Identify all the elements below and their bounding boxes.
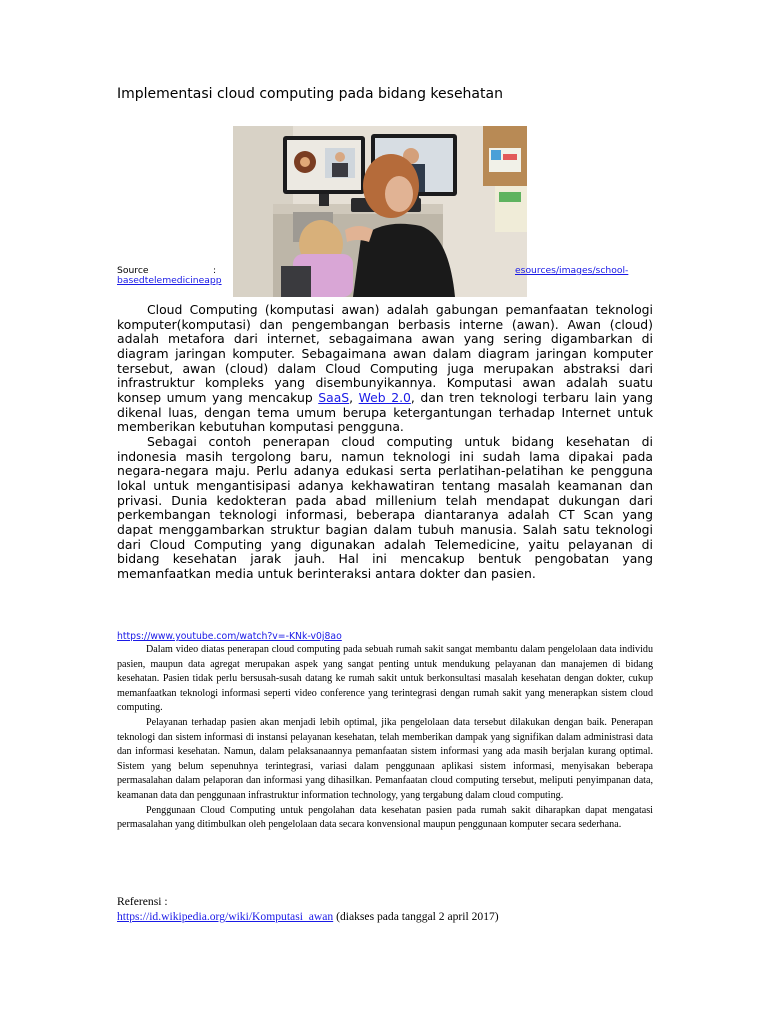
references-label: Referensi : — [117, 895, 168, 908]
document-title: Implementasi cloud computing pada bidang kesehatan — [117, 86, 503, 102]
references-section — [117, 894, 653, 924]
video-discussion-text — [117, 643, 653, 833]
paragraph-health-example: Sebagai contoh penerapan cloud computing untuk bidang kesehatan di indonesia masih tergolong baru, namun teknologi ini sudah lama dipakai pada negara-negara maju. Perlu adanya edukasi serta perlatihan-pelatihan ke pengguna lokal untuk mengantisipasi adanya kekhawatiran tentang masalah keamanan dan privasi. Dunia kedokteran pada abad millenium telah mendapat dukungan dari perkembangan teknologi informasi, beberapa diantaranya adalah CT Scan yang dapat menggambarkan struktur bagian dalam tubuh manusia. Salah satu teknologi dari Cloud Computing yang digunakan adalah Telemedicine, yaitu pelayanan di bidang kesehatan jarak jauh. Hal ini mencakup bentuk pengobatan yang memanfaatkan media untuk berinteraksi antara dokter dan pasien. — [117, 433, 653, 581]
saas-link[interactable]: SaaS — [318, 389, 350, 405]
serif-paragraph-1: Dalam video diatas penerapan cloud computing pada sebuah rumah sakit sangat membantu dalam pengelolaan data individu pasien, maupun data agregat merupakan aspek yang sangat penting untuk mendukung pelayanan dan manajemen di bidang kesehatan. Pasien tidak perlu bersusah-susah datang ke rumah sakit untuk berkonsultasi masalah kesehatan dengan dokter, cukup memanfaatkan teknologi informasi seperti video conference yang terintegrasi dengan rumah sakit yang menerapkan sistem cloud computing. — [117, 644, 653, 714]
paragraph-tail: , dan tren teknologi terbaru lain yang dikenal luas, dengan tema umum berupa ketergantungan terhadap Internet untuk memberikan kebutuhan komputasi pengguna. — [117, 389, 653, 435]
youtube-link[interactable]: https://www.youtube.com/watch?v=-KNk-v0j8ao — [117, 631, 342, 642]
source-url-link-continued[interactable]: basedtelemedicineapp — [117, 275, 222, 286]
serif-paragraph-3: Penggunaan Cloud Computing untuk pengolahan data kesehatan pasien pada rumah sakit diharapkan dapat mengatasi permasalahan yang ditimbulkan oleh pengelolaan data secara konvensional maupun penggunaan komputer secara sederhana. — [117, 804, 653, 831]
main-body-text — [117, 303, 653, 581]
paragraph-text: Cloud Computing (komputasi awan) adalah gabungan pemanfaatan teknologi komputer(komputasi) dan pengembangan berbasis interne (awan). Awan (cloud) adalah metafora dari internet, sebagaimana awan yang sering digambarkan di diagram jaringan komputer. Sebagaimana awan dalam diagram jaringan komputer tersebut, awan (cloud) dalam Cloud Computing juga merupakan abstraksi dari infrastruktur kompleks yang disembunyikannya. Komputasi awan adalah suatu konsep umum yang mencakup — [117, 302, 653, 405]
reference-note: (diakses pada tanggal 2 april 2017) — [333, 910, 499, 923]
paragraph-separator: , — [349, 389, 359, 405]
reference-entry — [117, 909, 653, 924]
source-label: Source — [117, 265, 149, 276]
source-colon: : — [213, 265, 217, 276]
source-url-link[interactable]: esources/images/school- — [515, 265, 629, 276]
paragraph-cloud-definition — [117, 303, 653, 435]
serif-paragraph-2: Pelayanan terhadap pasien akan menjadi lebih optimal, jika pengelolaan data tersebut dilakukan dengan baik. Penerapan teknologi dan sistem informasi di instansi pelayanan kesehatan, telah memberikan dampak yang signifikan dalam administrasi data dan informasi kesehatan. Namun, dalam pelaksanaannya pemanfaatan sistem informasi yang ada masih berjalan kurang optimal. Sistem yang belum sepenuhnya terintegrasi, variasi dalam penggunaan aplikasi sistem informasi, menyisakan beberapa permasalahan dalam pelaporan dan informasi yang dihasilkan. Pemanfaatan cloud computing tersebut, meliputi penyimpanan data, keamanan data dan penggunaan infrastruktur information technology, yang tergabung dalam cloud computing. — [117, 716, 653, 801]
web20-link[interactable]: Web 2.0 — [358, 389, 411, 405]
image-source-caption — [117, 265, 657, 286]
wikipedia-link[interactable]: https://id.wikipedia.org/wiki/Komputasi_awan — [117, 910, 334, 923]
